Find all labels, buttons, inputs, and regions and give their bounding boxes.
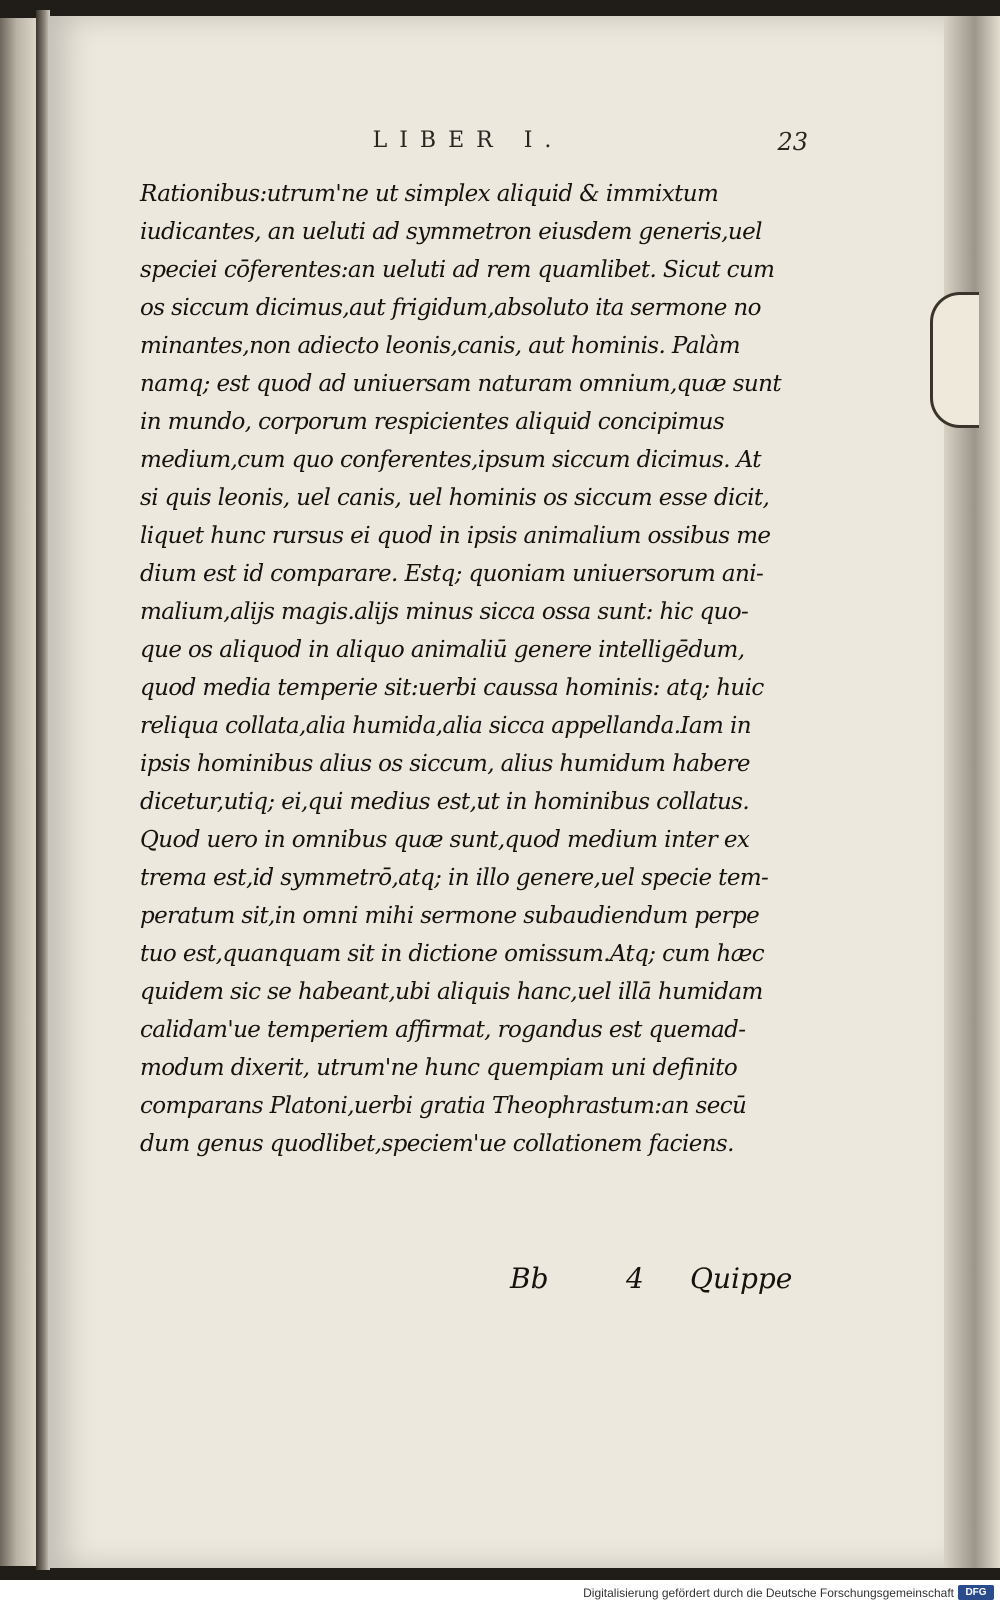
catchword: Quippe: [690, 1262, 793, 1295]
text-line: peratum sit,in omni mihi sermone subaudiendum perpe: [140, 903, 760, 929]
page-tab-marker: [930, 292, 979, 428]
text-line: trema est,id symmetrō,atq; in illo genere,uel specie tem-: [140, 865, 769, 891]
running-head: LIBER I.: [372, 128, 564, 153]
text-line: malium,alijs magis.alijs minus sicca ossa sunt: hic quo-: [140, 599, 749, 625]
text-line: speciei cōferentes:an ueluti ad rem quamlibet. Sicut cum: [140, 257, 775, 283]
dfg-logo: DFG: [958, 1585, 994, 1600]
text-line: reliqua collata,alia humida,alia sicca appellanda.Iam in: [140, 713, 751, 739]
text-line: modum dixerit, utrum'ne hunc quempiam uni definito: [140, 1055, 738, 1081]
text-line: in mundo, corporum respicientes aliquid concipimus: [140, 409, 725, 435]
body-text: [140, 175, 810, 1163]
catchline: [500, 1262, 810, 1302]
text-line: medium,cum quo conferentes,ipsum siccum dicimus. At: [140, 447, 761, 473]
text-line: dum genus quodlibet,speciem'ue collationem faciens.: [140, 1131, 734, 1157]
text-line: que os aliquod in aliquo animaliū genere intelligēdum,: [140, 637, 745, 663]
text-line: si quis leonis, uel canis, uel hominis os siccum esse dicit,: [140, 485, 770, 511]
signature-number: 4: [626, 1262, 644, 1295]
text-line: minantes,non adiecto leonis,canis, aut hominis. Palàm: [140, 333, 740, 359]
text-line: quidem sic se habeant,ubi aliquis hanc,uel illā humidam: [140, 979, 763, 1005]
text-line: tuo est,quanquam sit in dictione omissum.Atq; cum hæc: [140, 941, 765, 967]
funding-credit: Digitalisierung gefördert durch die Deutsche Forschungsgemeinschaft: [583, 1586, 954, 1600]
text-line: liquet hunc rursus ei quod in ipsis animalium ossibus me: [140, 523, 771, 549]
text-line: dicetur,utiq; ei,qui medius est,ut in hominibus collatus.: [140, 789, 750, 815]
page-fore-edge: [944, 16, 1000, 1568]
text-line: comparans Platoni,uerbi gratia Theophrastum:an secū: [140, 1093, 747, 1119]
signature-mark: Bb: [510, 1262, 549, 1295]
text-line: ipsis hominibus alius os siccum, alius humidum habere: [140, 751, 750, 777]
text-line: Rationibus:utrum'ne ut simplex aliquid & immixtum: [140, 181, 719, 207]
page-header: [148, 128, 808, 164]
text-line: namq; est quod ad uniuersam naturam omnium,quæ sunt: [140, 371, 781, 397]
text-line: os siccum dicimus,aut frigidum,absoluto ita sermone no: [140, 295, 761, 321]
footer-bar: [0, 1580, 1000, 1606]
text-line: dium est id comparare. Estq; quoniam uniuersorum ani-: [140, 561, 764, 587]
text-line: Quod uero in omnibus quæ sunt,quod medium inter ex: [140, 827, 750, 853]
text-line: calidam'ue temperiem affirmat, rogandus est quemad-: [140, 1017, 746, 1043]
page-number: 23: [777, 128, 808, 156]
text-line: quod media temperie sit:uerbi caussa hominis: atq; huic: [140, 675, 764, 701]
text-line: iudicantes, an ueluti ad symmetron eiusdem generis,uel: [140, 219, 762, 245]
